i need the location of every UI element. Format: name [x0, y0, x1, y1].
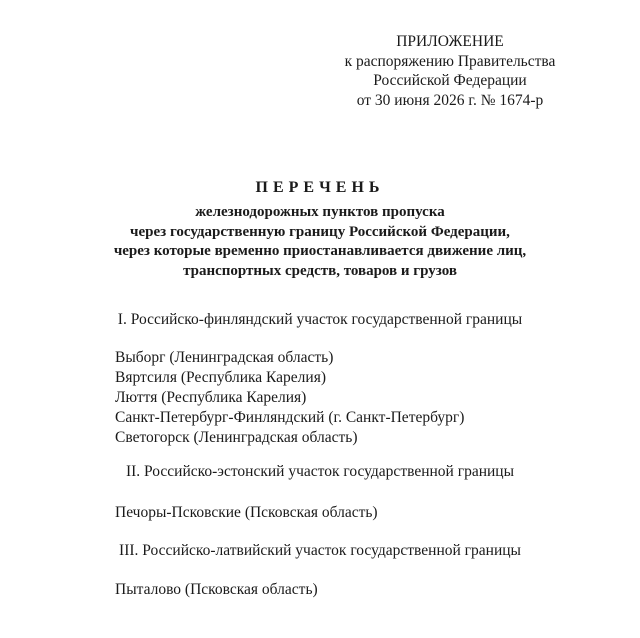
list-item: Светогорск (Ленинградская область): [115, 429, 358, 446]
appendix-government-line: Российской Федерации: [373, 72, 527, 89]
document-title: ПЕРЕЧЕНЬ: [255, 179, 385, 196]
subtitle-line: через которые временно приостанавливается движение лиц,: [113, 243, 527, 259]
appendix-date-line: от 30 июня 2026 г. № 1674-р: [356, 91, 544, 109]
subtitle-line: железнодорожных пунктов пропуска: [195, 204, 445, 220]
appendix-block: [340, 32, 560, 110]
document-subtitle: [0, 203, 640, 281]
station-list-estonia: [115, 503, 378, 523]
section-heading-latvia: III. Российско-латвийский участок государственной границы: [119, 542, 521, 559]
station-list-latvia: [115, 580, 318, 600]
list-item: Выборг (Ленинградская область): [115, 349, 334, 366]
list-item: Санкт-Петербург-Финляндский (г. Санкт-Петербург): [115, 409, 465, 426]
list-item: Пыталово (Псковская область): [115, 581, 318, 598]
section-heading-estonia: II. Российско-эстонский участок государственной границы: [125, 463, 514, 480]
station-list-finland: [115, 348, 464, 448]
list-item: Печоры-Псковские (Псковская область): [115, 504, 378, 521]
subtitle-line: транспортных средств, товаров и грузов: [183, 262, 457, 279]
section-heading-finland: I. Российско-финляндский участок государственной границы: [117, 311, 523, 328]
appendix-label: ПРИЛОЖЕНИЕ: [396, 33, 504, 50]
list-item: Люття (Республика Карелия): [115, 389, 307, 406]
list-item: Вяртсиля (Республика Карелия): [115, 369, 326, 386]
subtitle-line: через государственную границу Российской Федерации,: [130, 223, 510, 240]
appendix-decree-line: к распоряжению Правительства: [344, 52, 556, 70]
